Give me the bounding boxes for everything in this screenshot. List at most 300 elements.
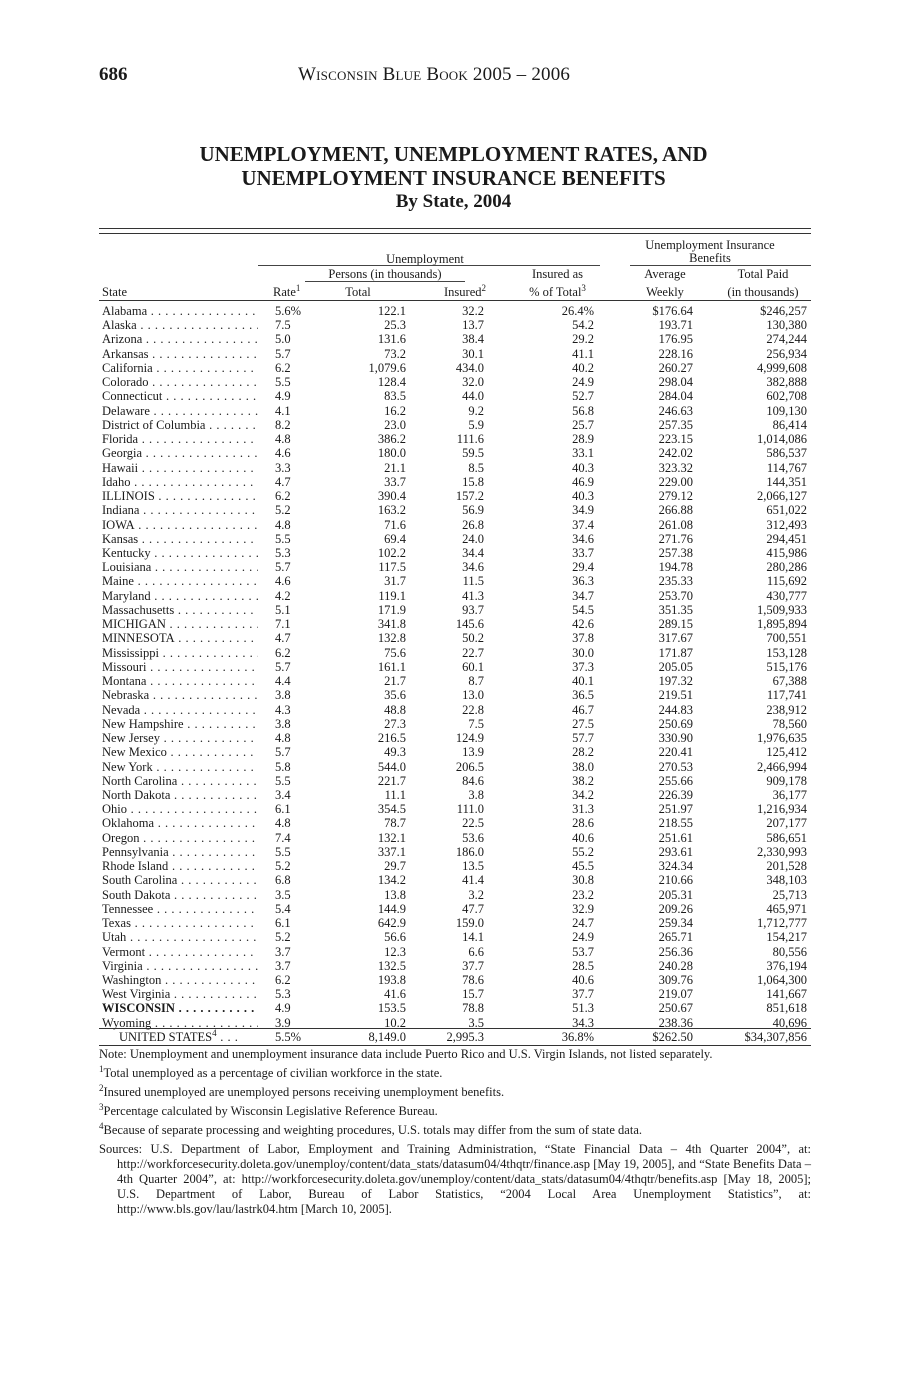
cell-persons-total: 41.6 — [384, 987, 406, 1002]
cell-insured-pct: 34.2 — [572, 787, 594, 802]
table-row — [99, 574, 811, 588]
table-row — [99, 674, 811, 688]
cell-insured-pct: 37.7 — [572, 987, 594, 1002]
cell-persons-total: 117.5 — [378, 560, 406, 575]
cell-persons-insured: 15.7 — [462, 987, 484, 1002]
cell-total-paid: 586,651 — [766, 830, 807, 845]
cell-insured-pct: 32.9 — [572, 901, 594, 916]
cell-persons-total: 83.5 — [384, 389, 406, 404]
cell-average-weekly: 250.69 — [658, 716, 693, 731]
table-row — [99, 432, 811, 446]
cell-average-weekly: 293.61 — [658, 844, 693, 859]
cell-rate: 4.1 — [275, 403, 291, 418]
cell-rate: 3.9 — [275, 1015, 291, 1030]
cell-average-weekly: 194.78 — [658, 560, 693, 575]
cell-persons-insured: 111.6 — [456, 432, 484, 447]
cell-insured-pct: 38.2 — [572, 773, 594, 788]
cell-rate: 4.9 — [275, 389, 291, 404]
cell-rate: 5.3 — [275, 987, 291, 1002]
cell-average-weekly: 256.36 — [658, 944, 693, 959]
cell-state-name: Virginia . . . — [102, 959, 258, 973]
cell-persons-insured: 3.2 — [468, 887, 484, 902]
total-state: UNITED STATES$^4$ . . . — [119, 1029, 259, 1045]
cell-state-name: California . . . — [102, 361, 258, 375]
cell-average-weekly: 260.27 — [658, 360, 693, 375]
cell-total-paid: 4,999,608 — [757, 360, 807, 375]
cell-insured-pct: 34.3 — [572, 1015, 594, 1030]
header-rate: Rate$^1$ — [273, 282, 301, 299]
cell-persons-insured: 124.9 — [455, 731, 484, 746]
cell-persons-insured: 41.3 — [462, 588, 484, 603]
cell-average-weekly: 242.02 — [658, 446, 693, 461]
cell-persons-total: 216.5 — [377, 731, 406, 746]
cell-persons-total: 35.6 — [384, 688, 406, 703]
cell-persons-insured: 34.6 — [462, 560, 484, 575]
cell-persons-total: 75.6 — [384, 645, 406, 660]
footnote-4: $^4$Because of separate processing and weighting procedures, U.S. totals may differ from the sum of state data. — [99, 1120, 642, 1137]
table-row — [99, 418, 811, 432]
cell-rate: 5.6% — [275, 304, 302, 318]
top-rule-2 — [99, 233, 811, 234]
cell-average-weekly: 235.33 — [658, 574, 693, 589]
cell-persons-total: 341.8 — [377, 617, 406, 632]
cell-persons-total: 21.1 — [384, 460, 406, 475]
cell-insured-pct: 37.4 — [572, 517, 594, 532]
cell-average-weekly: 261.08 — [658, 517, 693, 532]
cell-insured-pct: 30.8 — [572, 873, 594, 888]
footnote-3: $^3$Percentage calculated by Wisconsin Legislative Reference Bureau. — [99, 1101, 438, 1118]
cell-rate: 6.2 — [275, 973, 291, 988]
cell-state-name: Colorado . . . — [102, 375, 258, 389]
table-row — [99, 617, 811, 631]
cell-rate: 3.3 — [275, 460, 291, 475]
cell-persons-insured: 7.5 — [468, 716, 484, 731]
cell-average-weekly: 259.34 — [658, 916, 693, 931]
cell-insured-pct: 52.7 — [572, 389, 594, 404]
cell-persons-insured: 13.0 — [462, 688, 484, 703]
header-insured-as: Insured as — [531, 267, 584, 281]
cell-total-paid: 274,244 — [766, 332, 807, 347]
cell-rate: 5.0 — [275, 332, 291, 347]
cell-state-name: WISCONSIN . . . — [102, 1001, 258, 1015]
cell-persons-total: 71.6 — [384, 517, 406, 532]
cell-state-name: Alaska . . . — [102, 318, 258, 332]
table-row — [99, 859, 811, 873]
cell-total-paid: 125,412 — [766, 745, 807, 760]
cell-persons-insured: 78.8 — [462, 1001, 484, 1016]
cell-total-paid: $246,257 — [760, 304, 807, 318]
cell-average-weekly: 218.55 — [658, 816, 693, 831]
cell-persons-total: 21.7 — [384, 674, 406, 689]
cell-total-paid: 238,912 — [766, 702, 807, 717]
cell-average-weekly: 266.88 — [658, 503, 693, 518]
table-body — [99, 304, 811, 1030]
cell-total-paid: 114,767 — [766, 460, 807, 475]
cell-insured-pct: 34.9 — [572, 503, 594, 518]
cell-insured-pct: 40.2 — [572, 360, 594, 375]
total-insured: 2,995.3 — [446, 1030, 484, 1044]
book-title: Wisconsin Blue Book 2005 – 2006 — [298, 64, 571, 85]
cell-state-name: ILLINOIS . . . — [102, 489, 258, 503]
table-row — [99, 589, 811, 603]
cell-total-paid: 40,696 — [772, 1015, 807, 1030]
cell-total-paid: 415,986 — [766, 545, 807, 560]
header-persons: Persons (in thousands) — [328, 267, 442, 281]
cell-persons-insured: 44.0 — [462, 389, 484, 404]
cell-state-name: Utah . . . — [102, 930, 258, 944]
cell-average-weekly: 240.28 — [658, 958, 693, 973]
cell-state-name: Nebraska . . . — [102, 688, 258, 702]
table-row — [99, 959, 811, 973]
cell-persons-insured: 34.4 — [462, 545, 484, 560]
cell-persons-insured: 22.8 — [462, 702, 484, 717]
cell-average-weekly: 255.66 — [658, 773, 693, 788]
cell-total-paid: 115,692 — [766, 574, 807, 589]
table-row — [99, 332, 811, 346]
cell-average-weekly: 330.90 — [658, 731, 693, 746]
table-row — [99, 546, 811, 560]
cell-state-name: MINNESOTA . . . — [102, 631, 258, 645]
cell-total-paid: 2,330,993 — [757, 844, 807, 859]
cell-rate: 7.4 — [275, 830, 291, 845]
header-bottom-rule — [99, 300, 811, 301]
cell-persons-total: 16.2 — [384, 403, 406, 418]
cell-rate: 4.8 — [275, 731, 291, 746]
cell-persons-insured: 37.7 — [462, 958, 484, 973]
table-row — [99, 973, 811, 987]
cell-persons-total: 386.2 — [377, 432, 406, 447]
cell-persons-total: 33.7 — [384, 474, 406, 489]
cell-state-name: Missouri . . . — [102, 660, 258, 674]
header-total: Total — [345, 285, 371, 299]
cell-rate: 3.7 — [275, 944, 291, 959]
cell-insured-pct: 25.7 — [572, 417, 594, 432]
page-header — [99, 64, 811, 94]
cell-state-name: Oklahoma . . . — [102, 816, 258, 830]
cell-state-name: Delaware . . . — [102, 404, 258, 418]
table-title-line1: UNEMPLOYMENT, UNEMPLOYMENT RATES, AND — [199, 142, 708, 166]
cell-state-name: New Mexico . . . — [102, 745, 258, 759]
cell-persons-insured: 47.7 — [462, 901, 484, 916]
cell-average-weekly: 210.66 — [658, 873, 693, 888]
cell-state-name: Arkansas . . . — [102, 347, 258, 361]
cell-average-weekly: 257.38 — [658, 545, 693, 560]
table-row — [99, 446, 811, 460]
cell-average-weekly: 270.53 — [658, 759, 693, 774]
cell-persons-total: 161.1 — [377, 659, 406, 674]
cell-insured-pct: 40.6 — [572, 973, 594, 988]
cell-rate: 5.7 — [275, 560, 291, 575]
top-rule — [99, 228, 811, 229]
cell-insured-pct: 29.2 — [572, 332, 594, 347]
cell-average-weekly: 323.32 — [658, 460, 693, 475]
cell-total-paid: 1,895,894 — [757, 617, 807, 632]
cell-persons-insured: 6.6 — [468, 944, 484, 959]
table-title-line2: UNEMPLOYMENT INSURANCE BENEFITS — [241, 166, 666, 190]
cell-insured-pct: 34.7 — [572, 588, 594, 603]
cell-average-weekly: 197.32 — [658, 674, 693, 689]
cell-persons-insured: 11.5 — [462, 574, 484, 589]
cell-insured-pct: 34.6 — [572, 531, 594, 546]
table-row — [99, 404, 811, 418]
cell-total-paid: 382,888 — [766, 375, 807, 390]
cell-rate: 5.2 — [275, 930, 291, 945]
cell-state-name: Mississippi . . . — [102, 646, 258, 660]
cell-average-weekly: 226.39 — [658, 787, 693, 802]
cell-rate: 6.2 — [275, 645, 291, 660]
cell-rate: 4.8 — [275, 816, 291, 831]
cell-total-paid: 109,130 — [766, 403, 807, 418]
cell-persons-total: 31.7 — [384, 574, 406, 589]
cell-state-name: Arizona . . . — [102, 332, 258, 346]
cell-rate: 4.3 — [275, 702, 291, 717]
cell-state-name: Rhode Island . . . — [102, 859, 258, 873]
cell-average-weekly: 238.36 — [658, 1015, 693, 1030]
table-row — [99, 731, 811, 745]
table-row — [99, 688, 811, 702]
table-row — [99, 873, 811, 887]
table-row — [99, 461, 811, 475]
cell-total-paid: 348,103 — [766, 873, 807, 888]
cell-rate: 5.8 — [275, 759, 291, 774]
table-row — [99, 760, 811, 774]
cell-state-name: Indiana . . . — [102, 503, 258, 517]
cell-insured-pct: 24.9 — [572, 930, 594, 945]
cell-rate: 3.4 — [275, 787, 291, 802]
cell-rate: 5.2 — [275, 503, 291, 518]
cell-persons-total: 13.8 — [384, 887, 406, 902]
cell-total-paid: 651,022 — [766, 503, 807, 518]
header-insured: Insured$^2$ — [444, 282, 486, 299]
cell-insured-pct: 24.9 — [572, 375, 594, 390]
table-row — [99, 560, 811, 574]
table-row — [99, 745, 811, 759]
cell-total-paid: 294,451 — [766, 531, 807, 546]
cell-state-name: Ohio . . . — [102, 802, 258, 816]
table-row — [99, 802, 811, 816]
cell-insured-pct: 54.2 — [572, 318, 594, 333]
cell-insured-pct: 55.2 — [572, 844, 594, 859]
table-row — [99, 361, 811, 375]
cell-persons-total: 119.1 — [378, 588, 406, 603]
cell-average-weekly: 209.26 — [658, 901, 693, 916]
cell-state-name: Texas . . . — [102, 916, 258, 930]
cell-total-paid: 515,176 — [766, 659, 807, 674]
header-weekly: Weekly — [646, 285, 684, 299]
cell-state-name: Wyoming . . . — [102, 1016, 258, 1030]
cell-persons-insured: 53.6 — [462, 830, 484, 845]
table-row — [99, 304, 811, 318]
cell-total-paid: 312,493 — [766, 517, 807, 532]
cell-persons-insured: 22.7 — [462, 645, 484, 660]
total-avg: $262.50 — [652, 1030, 693, 1044]
cell-total-paid: 153,128 — [766, 645, 807, 660]
cell-persons-total: 122.1 — [377, 304, 406, 318]
cell-state-name: Kentucky . . . — [102, 546, 258, 560]
cell-persons-total: 132.5 — [377, 958, 406, 973]
table-row — [99, 646, 811, 660]
cell-state-name: Maine . . . — [102, 574, 258, 588]
cell-persons-total: 49.3 — [384, 745, 406, 760]
cell-rate: 3.5 — [275, 887, 291, 902]
cell-state-name: Maryland . . . — [102, 589, 258, 603]
cell-insured-pct: 54.5 — [572, 602, 594, 617]
cell-rate: 5.2 — [275, 859, 291, 874]
cell-persons-total: 78.7 — [384, 816, 406, 831]
cell-insured-pct: 40.3 — [572, 489, 594, 504]
cell-rate: 5.5 — [275, 773, 291, 788]
table-row — [99, 717, 811, 731]
cell-insured-pct: 28.5 — [572, 958, 594, 973]
cell-total-paid: 2,466,994 — [757, 759, 807, 774]
cell-total-paid: 700,551 — [766, 631, 807, 646]
cell-persons-insured: 145.6 — [455, 617, 484, 632]
table-row — [99, 845, 811, 859]
cell-rate: 4.9 — [275, 1001, 291, 1016]
cell-state-name: Vermont . . . — [102, 945, 258, 959]
cell-persons-total: 23.0 — [384, 417, 406, 432]
header-in-thousands: (in thousands) — [727, 285, 799, 299]
cell-insured-pct: 36.5 — [572, 688, 594, 703]
cell-state-name: Connecticut . . . — [102, 389, 258, 403]
cell-rate: 4.7 — [275, 474, 291, 489]
cell-persons-insured: 13.5 — [462, 859, 484, 874]
cell-state-name: Massachusetts . . . — [102, 603, 258, 617]
cell-total-paid: 154,217 — [766, 930, 807, 945]
cell-average-weekly: 244.83 — [658, 702, 693, 717]
cell-rate: 5.7 — [275, 346, 291, 361]
table-row — [99, 987, 811, 1001]
cell-average-weekly: 257.35 — [658, 417, 693, 432]
cell-state-name: New York . . . — [102, 760, 258, 774]
cell-state-name: Oregon . . . — [102, 831, 258, 845]
cell-insured-pct: 29.4 — [572, 560, 594, 575]
total-row — [99, 1029, 811, 1045]
cell-rate: 5.5 — [275, 844, 291, 859]
table-row — [99, 503, 811, 517]
cell-total-paid: 78,560 — [772, 716, 807, 731]
cell-rate: 4.7 — [275, 631, 291, 646]
header-benefits-line2: Benefits — [689, 251, 731, 265]
cell-state-name: Washington . . . — [102, 973, 258, 987]
header-pct-total: % of Total$^3$ — [529, 282, 586, 299]
cell-persons-total: 163.2 — [377, 503, 406, 518]
table-row — [99, 389, 811, 403]
cell-insured-pct: 41.1 — [572, 346, 594, 361]
cell-average-weekly: 351.35 — [658, 602, 693, 617]
cell-average-weekly: 289.15 — [658, 617, 693, 632]
cell-persons-insured: 24.0 — [462, 531, 484, 546]
cell-average-weekly: $176.64 — [652, 304, 693, 318]
cell-persons-insured: 111.0 — [456, 802, 484, 817]
cell-total-paid: 144,351 — [766, 474, 807, 489]
table-row — [99, 318, 811, 332]
cell-total-paid: 280,286 — [766, 560, 807, 575]
cell-persons-total: 221.7 — [377, 773, 406, 788]
cell-state-name: West Virginia . . . — [102, 987, 258, 1001]
cell-persons-insured: 206.5 — [455, 759, 484, 774]
cell-state-name: Pennsylvania . . . — [102, 845, 258, 859]
cell-state-name: Montana . . . — [102, 674, 258, 688]
cell-persons-total: 73.2 — [384, 346, 406, 361]
cell-persons-insured: 8.5 — [468, 460, 484, 475]
cell-rate: 4.8 — [275, 517, 291, 532]
table-row — [99, 703, 811, 717]
table-subtitle: By State, 2004 — [395, 191, 512, 212]
cell-persons-insured: 9.2 — [468, 403, 484, 418]
cell-insured-pct: 28.6 — [572, 816, 594, 831]
cell-persons-insured: 3.8 — [468, 787, 484, 802]
cell-rate: 5.7 — [275, 659, 291, 674]
footnote-1: $^1$Total unemployed as a percentage of civilian workforce in the state. — [99, 1063, 443, 1080]
cell-rate: 6.2 — [275, 489, 291, 504]
cell-average-weekly: 228.16 — [658, 346, 693, 361]
cell-insured-pct: 36.3 — [572, 574, 594, 589]
cell-rate: 3.8 — [275, 688, 291, 703]
cell-rate: 5.3 — [275, 545, 291, 560]
header-state: State — [102, 285, 127, 299]
cell-insured-pct: 24.7 — [572, 916, 594, 931]
cell-persons-total: 25.3 — [384, 318, 406, 333]
header-rule-benefits — [630, 265, 811, 266]
table-row — [99, 902, 811, 916]
cell-persons-insured: 32.2 — [462, 304, 484, 318]
cell-total-paid: 1,064,300 — [757, 973, 807, 988]
cell-insured-pct: 42.6 — [572, 617, 594, 632]
cell-state-name: North Carolina . . . — [102, 774, 258, 788]
table-row — [99, 603, 811, 617]
cell-persons-total: 102.2 — [377, 545, 406, 560]
cell-average-weekly: 229.00 — [658, 474, 693, 489]
cell-total-paid: 36,177 — [772, 787, 807, 802]
cell-insured-pct: 28.2 — [572, 745, 594, 760]
cell-persons-total: 180.0 — [377, 446, 406, 461]
cell-insured-pct: 45.5 — [572, 859, 594, 874]
cell-persons-insured: 434.0 — [455, 360, 484, 375]
cell-average-weekly: 284.04 — [658, 389, 693, 404]
cell-persons-insured: 59.5 — [462, 446, 484, 461]
cell-persons-insured: 14.1 — [462, 930, 484, 945]
cell-total-paid: 86,414 — [772, 417, 807, 432]
cell-total-paid: 201,528 — [766, 859, 807, 874]
cell-total-paid: 465,971 — [766, 901, 807, 916]
cell-rate: 3.8 — [275, 716, 291, 731]
cell-persons-total: 134.2 — [377, 873, 406, 888]
total-pct: 36.8% — [561, 1030, 594, 1044]
cell-state-name: Florida . . . — [102, 432, 258, 446]
cell-state-name: Nevada . . . — [102, 703, 258, 717]
cell-persons-insured: 15.8 — [462, 474, 484, 489]
cell-state-name: IOWA . . . — [102, 518, 258, 532]
total-total: 8,149.0 — [368, 1030, 406, 1044]
cell-rate: 5.5 — [275, 375, 291, 390]
cell-persons-insured: 13.9 — [462, 745, 484, 760]
cell-persons-insured: 41.4 — [462, 873, 484, 888]
bottom-rule — [99, 1045, 811, 1046]
cell-persons-total: 132.8 — [377, 631, 406, 646]
cell-insured-pct: 38.0 — [572, 759, 594, 774]
cell-insured-pct: 40.6 — [572, 830, 594, 845]
cell-insured-pct: 26.4% — [561, 304, 594, 318]
cell-persons-total: 10.2 — [384, 1015, 406, 1030]
header-rule-unemployment — [258, 265, 600, 266]
table-row — [99, 930, 811, 944]
header-total-paid: Total Paid — [737, 267, 789, 281]
cell-average-weekly: 317.67 — [658, 631, 693, 646]
cell-state-name: MICHIGAN . . . — [102, 617, 258, 631]
cell-rate: 5.5 — [275, 531, 291, 546]
cell-total-paid: 207,177 — [766, 816, 807, 831]
